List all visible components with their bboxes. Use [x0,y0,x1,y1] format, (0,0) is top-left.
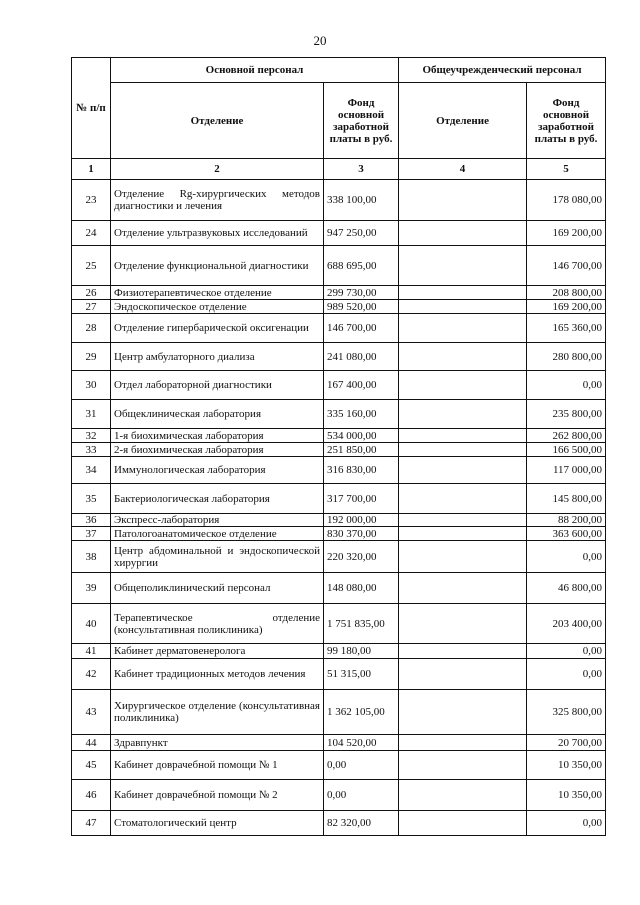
general-department-cell [399,514,527,527]
general-department-cell [399,314,527,343]
column-number-row [72,159,606,180]
main-fund-cell: 0,00 [324,780,399,811]
main-fund-cell: 220 320,00 [324,541,399,573]
table-row [72,429,606,443]
main-fund-cell: 251 850,00 [324,443,399,457]
row-number-cell: 34 [72,457,111,484]
general-fund-cell: 117 000,00 [527,457,606,484]
header-general-fund: Фонд основной заработной платы в руб. [527,83,606,159]
main-fund-cell: 299 730,00 [324,286,399,300]
general-fund-cell: 165 360,00 [527,314,606,343]
department-name-cell: Хирургическое отделение (консультативная поликлиника) [111,690,324,735]
table-row [72,604,606,644]
row-number-cell: 26 [72,286,111,300]
general-department-cell [399,644,527,659]
general-department-cell [399,484,527,514]
table-row [72,300,606,314]
general-fund-cell: 0,00 [527,659,606,690]
department-name-cell: Отдел лабораторной диагностики [111,371,324,400]
general-department-cell [399,735,527,751]
department-name-cell: Отделение Rg-хирургических методов диагностики и лечения [111,180,324,221]
general-fund-cell: 145 800,00 [527,484,606,514]
main-fund-cell: 148 080,00 [324,573,399,604]
main-fund-cell: 0,00 [324,751,399,780]
row-number-cell: 30 [72,371,111,400]
table-row [72,484,606,514]
department-name-cell: Кабинет традиционных методов лечения [111,659,324,690]
header-main-department: Отделение [111,83,324,159]
table-row [72,541,606,573]
row-number-cell: 23 [72,180,111,221]
table-row [72,751,606,780]
general-department-cell [399,604,527,644]
row-number-cell: 43 [72,690,111,735]
main-fund-cell: 82 320,00 [324,811,399,836]
general-fund-cell: 146 700,00 [527,246,606,286]
general-fund-cell: 10 350,00 [527,780,606,811]
row-number-cell: 40 [72,604,111,644]
table-row [72,514,606,527]
table-body [72,180,606,836]
table-row [72,343,606,371]
department-name-cell: Кабинет доврачебной помощи № 1 [111,751,324,780]
general-fund-cell: 325 800,00 [527,690,606,735]
general-department-cell [399,690,527,735]
main-fund-cell: 830 370,00 [324,527,399,541]
row-number-cell: 42 [72,659,111,690]
main-fund-cell: 534 000,00 [324,429,399,443]
column-number: 5 [527,159,606,180]
table-row [72,286,606,300]
department-name-cell: Общеклиническая лаборатория [111,400,324,429]
main-fund-cell: 947 250,00 [324,221,399,246]
row-number-cell: 28 [72,314,111,343]
column-number: 4 [399,159,527,180]
row-number-cell: 37 [72,527,111,541]
department-name-cell: Отделение гипербарической оксигенации [111,314,324,343]
general-fund-cell: 0,00 [527,541,606,573]
column-number: 2 [111,159,324,180]
table-row [72,180,606,221]
department-name-cell: Экспресс-лаборатория [111,514,324,527]
general-department-cell [399,659,527,690]
general-fund-cell: 0,00 [527,811,606,836]
table-row [72,221,606,246]
general-department-cell [399,751,527,780]
general-department-cell [399,400,527,429]
main-fund-cell: 99 180,00 [324,644,399,659]
row-number-cell: 38 [72,541,111,573]
main-fund-cell: 688 695,00 [324,246,399,286]
department-name-cell: Кабинет дерматовенеролога [111,644,324,659]
department-name-cell: Стоматологический центр [111,811,324,836]
column-number: 1 [72,159,111,180]
general-fund-cell: 20 700,00 [527,735,606,751]
column-number: 3 [324,159,399,180]
row-number-cell: 35 [72,484,111,514]
department-name-cell: Общеполиклинический персонал [111,573,324,604]
department-name-cell: Здравпункт [111,735,324,751]
general-department-cell [399,343,527,371]
row-number-cell: 36 [72,514,111,527]
general-department-cell [399,457,527,484]
row-number-cell: 31 [72,400,111,429]
general-fund-cell: 178 080,00 [527,180,606,221]
general-department-cell [399,527,527,541]
row-number-cell: 47 [72,811,111,836]
general-fund-cell: 363 600,00 [527,527,606,541]
general-department-cell [399,811,527,836]
main-fund-cell: 1 362 105,00 [324,690,399,735]
general-fund-cell: 10 350,00 [527,751,606,780]
table-row [72,735,606,751]
main-fund-cell: 241 080,00 [324,343,399,371]
general-department-cell [399,541,527,573]
general-department-cell [399,429,527,443]
general-fund-cell: 203 400,00 [527,604,606,644]
department-name-cell: Иммунологическая лаборатория [111,457,324,484]
table-row [72,573,606,604]
table-row [72,443,606,457]
department-name-cell: 2-я биохимическая лаборатория [111,443,324,457]
department-name-cell: Бактериологическая лаборатория [111,484,324,514]
general-fund-cell: 169 200,00 [527,300,606,314]
main-fund-cell: 104 520,00 [324,735,399,751]
page-number: 20 [313,33,327,48]
general-fund-cell: 0,00 [527,371,606,400]
general-department-cell [399,443,527,457]
department-name-cell: Центр абдоминальной и эндоскопической хирургии [111,541,324,573]
department-name-cell: Отделение ультразвуковых исследований [111,221,324,246]
general-department-cell [399,246,527,286]
main-fund-cell: 1 751 835,00 [324,604,399,644]
table-row [72,246,606,286]
department-name-cell: Терапевтическое отделение (консультативная поликлиника) [111,604,324,644]
general-fund-cell: 166 500,00 [527,443,606,457]
general-department-cell [399,221,527,246]
table-row [72,400,606,429]
table-row [72,811,606,836]
header-main-fund: Фонд основной заработной платы в руб. [324,83,399,159]
main-fund-cell: 192 000,00 [324,514,399,527]
table-row [72,644,606,659]
main-fund-cell: 146 700,00 [324,314,399,343]
table-row [72,659,606,690]
row-number-cell: 24 [72,221,111,246]
general-fund-cell: 262 800,00 [527,429,606,443]
row-number-cell: 32 [72,429,111,443]
table-row [72,457,606,484]
row-number-cell: 27 [72,300,111,314]
general-fund-cell: 208 800,00 [527,286,606,300]
general-department-cell [399,286,527,300]
header-general-department: Отделение [399,83,527,159]
department-name-cell: Кабинет доврачебной помощи № 2 [111,780,324,811]
row-number-cell: 46 [72,780,111,811]
main-fund-cell: 51 315,00 [324,659,399,690]
general-fund-cell: 169 200,00 [527,221,606,246]
table-row [72,371,606,400]
department-name-cell: Физиотерапевтическое отделение [111,286,324,300]
main-fund-cell: 167 400,00 [324,371,399,400]
general-fund-cell: 88 200,00 [527,514,606,527]
general-fund-cell: 280 800,00 [527,343,606,371]
general-fund-cell: 235 800,00 [527,400,606,429]
row-number-cell: 44 [72,735,111,751]
header-row-number: № п/п [72,58,111,159]
department-name-cell: Патологоанатомическое отделение [111,527,324,541]
main-fund-cell: 335 160,00 [324,400,399,429]
general-department-cell [399,180,527,221]
row-number-cell: 45 [72,751,111,780]
header-main-staff: Основной персонал [111,58,399,83]
general-department-cell [399,300,527,314]
main-fund-cell: 317 700,00 [324,484,399,514]
header-general-staff: Общеучрежденческий персонал [399,58,606,83]
department-name-cell: Центр амбулаторного диализа [111,343,324,371]
main-fund-cell: 338 100,00 [324,180,399,221]
table-row [72,690,606,735]
department-name-cell: Эндоскопическое отделение [111,300,324,314]
row-number-cell: 29 [72,343,111,371]
main-fund-cell: 316 830,00 [324,457,399,484]
department-name-cell: Отделение функциональной диагностики [111,246,324,286]
row-number-cell: 25 [72,246,111,286]
row-number-cell: 39 [72,573,111,604]
row-number-cell: 33 [72,443,111,457]
table-row [72,780,606,811]
department-name-cell: 1-я биохимическая лаборатория [111,429,324,443]
main-fund-cell: 989 520,00 [324,300,399,314]
general-department-cell [399,780,527,811]
table-row [72,314,606,343]
general-fund-cell: 0,00 [527,644,606,659]
table-row [72,527,606,541]
general-department-cell [399,573,527,604]
general-department-cell [399,371,527,400]
general-fund-cell: 46 800,00 [527,573,606,604]
salary-fund-table [71,57,606,836]
row-number-cell: 41 [72,644,111,659]
